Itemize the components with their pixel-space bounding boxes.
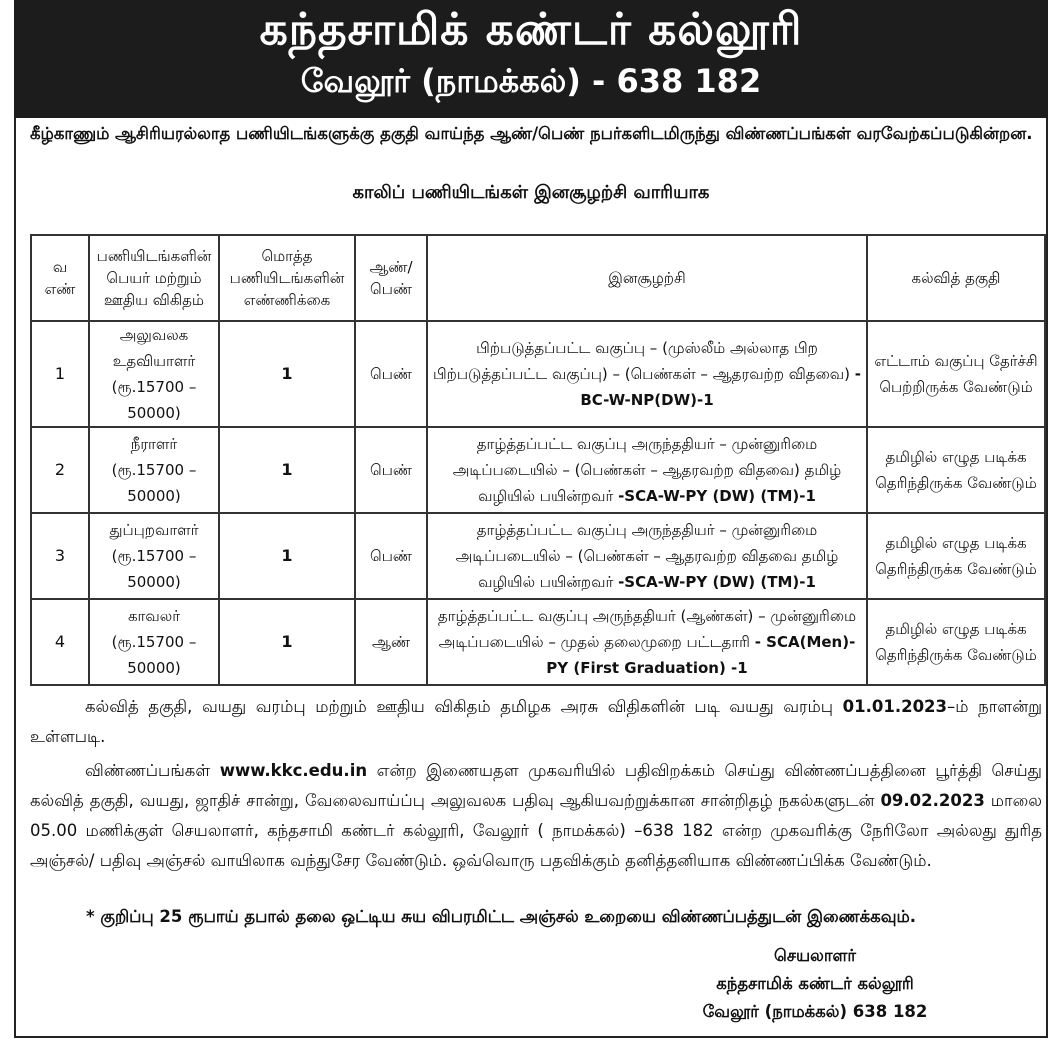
- table-header-row: [31, 235, 1045, 321]
- row-gender: பெண்: [355, 427, 427, 513]
- row-communal-text: பிற்படுத்தப்பட்ட வகுப்பு – (முஸ்லீம் அல்லாத பிற பிற்படுத்தப்பட்ட வகுப்பு) – (பெண்கள் – ஆதரவற்ற விதவை): [433, 339, 855, 383]
- row-gender: ஆண்: [355, 599, 427, 685]
- signature-block: [690, 942, 940, 1026]
- row-count: 1: [219, 599, 355, 685]
- row-serial: 1: [31, 321, 89, 427]
- header-banner: [14, 0, 1048, 118]
- signature-designation: செயலாளர்: [774, 946, 856, 965]
- website-link[interactable]: www.kkc.edu.in: [219, 761, 368, 780]
- row-qualification: தமிழில் எழுத படிக்க தெரிந்திருக்க வேண்டும்: [867, 513, 1045, 599]
- row-post: துப்புறவாளர் (ரூ.15700 – 50000): [89, 513, 219, 599]
- deadline-date: 09.02.2023: [880, 791, 985, 810]
- row-serial: 2: [31, 427, 89, 513]
- row-communal-code: -SCA-W-PY (DW) (TM)-1: [618, 487, 816, 505]
- age-reference-date: 01.01.2023: [842, 697, 948, 716]
- table-row: [31, 599, 1045, 685]
- row-qualification: எட்டாம் வகுப்பு தேர்ச்சி பெற்றிருக்க வேண்டும்: [867, 321, 1045, 427]
- table-row: [31, 427, 1045, 513]
- row-communal: [427, 427, 867, 513]
- eligibility-text-1: கல்வித் தகுதி, வயது வரம்பு மற்றும் ஊதிய விகிதம் தமிழக அரசு விதிகளின் படி வயது வரம்பு: [85, 697, 843, 716]
- row-communal-text: தாழ்த்தப்பட்ட வகுப்பு அருந்ததியர் – முன்னுரிமை அடிப்படையில் – (பெண்கள் – ஆதரவற்ற விதவை) தமிழ் வழியில் பயின்றவர்: [452, 435, 842, 505]
- row-communal: [427, 321, 867, 427]
- row-count: 1: [219, 427, 355, 513]
- row-gender: பெண்: [355, 513, 427, 599]
- header-communal: இனசூழற்சி: [427, 235, 867, 321]
- row-communal-text: தாழ்த்தப்பட்ட வகுப்பு அருந்ததியர் – முன்னுரிமை அடிப்படையில் – (பெண்கள் – ஆதரவற்ற விதவை தமிழ் வழியில் பயின்றவர்: [455, 521, 839, 591]
- table-heading: காலிப் பணியிடங்கள் இனசூழற்சி வாரியாக: [352, 182, 710, 203]
- note-text: * குறிப்பு 25 ரூபாய் தபால் தலை ஒட்டிய சுய விபரமிட்ட அஞ்சல் உறையை விண்ணப்பத்துடன் இணைக்கவும்.: [86, 907, 917, 926]
- row-communal-text: தாழ்த்தப்பட்ட வகுப்பு அருந்ததியர் (ஆண்கள்) – முன்னுரிமை அடிப்படையில் – முதல் தலைமுறை பட்டதாரி: [437, 607, 857, 651]
- application-text-3: மாலை 05.00 மணிக்குள் செயலாளர், கந்தசாமி கண்டர் கல்லூரி, வேலூர் ( நாமக்கல்) –638 182 என்ற முகவரிக்கு நேரிலோ அல்லது துரித அஞ்சல்/ பதிவு அஞ்சல் வாயிலாக வந்துசேர வேண்டும். ஒவ்வொரு பதவிக்கும் தனித்தனியாக விண்ணப்பிக்க வேண்டும்.: [30, 791, 1042, 870]
- signature-address: வேலூர் (நாமக்கல்) 638 182: [702, 1002, 928, 1021]
- intro-text: கீழ்காணும் ஆசிரியரல்லாத பணியிடங்களுக்கு தகுதி வாய்ந்த ஆண்/பெண் நபர்களிடமிருந்து விண்ணப்பங்கள் வரவேற்கப்படுகின்றன.: [30, 124, 1033, 143]
- college-name: கந்தசாமிக் கண்டர் கல்லூரி: [259, 4, 803, 55]
- row-serial: 3: [31, 513, 89, 599]
- row-serial: 4: [31, 599, 89, 685]
- row-gender: பெண்: [355, 321, 427, 427]
- table-row: [31, 321, 1045, 427]
- row-qualification: தமிழில் எழுத படிக்க தெரிந்திருக்க வேண்டும்: [867, 427, 1045, 513]
- signature-college: கந்தசாமிக் கண்டர் கல்லூரி: [716, 974, 914, 993]
- header-qualification: கல்வித் தகுதி: [867, 235, 1045, 321]
- row-post: காவலர் (ரூ.15700 – 50000): [89, 599, 219, 685]
- application-text-2: என்ற இணையதள முகவரியில் பதிவிறக்கம் செய்து விண்ணப்பத்தினை பூர்த்தி செய்து கல்வித் தகுதி, வயது, ஜாதிச் சான்று, வேலைவாய்ப்பு அலுவலக பதிவு ஆகியவற்றுக்கான சான்றிதழ் நகல்களுடன்: [30, 761, 1042, 810]
- header-serial: வ எண்: [31, 235, 89, 321]
- header-count: மொத்த பணியிடங்களின் எண்ணிக்கை: [219, 235, 355, 321]
- row-communal-code: -SCA-W-PY (DW) (TM)-1: [618, 573, 816, 591]
- row-qualification: தமிழில் எழுத படிக்க தெரிந்திருக்க வேண்டும்: [867, 599, 1045, 685]
- table-row: [31, 513, 1045, 599]
- header-post: பணியிடங்களின் பெயர் மற்றும் ஊதிய விகிதம்: [89, 235, 219, 321]
- eligibility-text-2: –ம் நாளன்று உள்ளபடி.: [30, 697, 1042, 746]
- row-post: அலுவலக உதவியாளர் (ரூ.15700 – 50000): [89, 321, 219, 427]
- row-communal-code: - SCA(Men)-PY (First Graduation) -1: [546, 633, 856, 677]
- application-paragraph: [30, 756, 1042, 876]
- college-address: வேலூர் (நாமக்கல்) - 638 182: [300, 62, 762, 100]
- application-text-1: விண்ணப்பங்கள்: [85, 761, 220, 780]
- row-communal: [427, 599, 867, 685]
- row-communal-code: -BC-W-NP(DW)-1: [580, 365, 861, 409]
- header-gender: ஆண்/ பெண்: [355, 235, 427, 321]
- row-count: 1: [219, 321, 355, 427]
- row-count: 1: [219, 513, 355, 599]
- row-post: நீராளர் (ரூ.15700 – 50000): [89, 427, 219, 513]
- vacancy-table: [30, 234, 1046, 686]
- eligibility-paragraph: [30, 692, 1042, 752]
- row-communal: [427, 513, 867, 599]
